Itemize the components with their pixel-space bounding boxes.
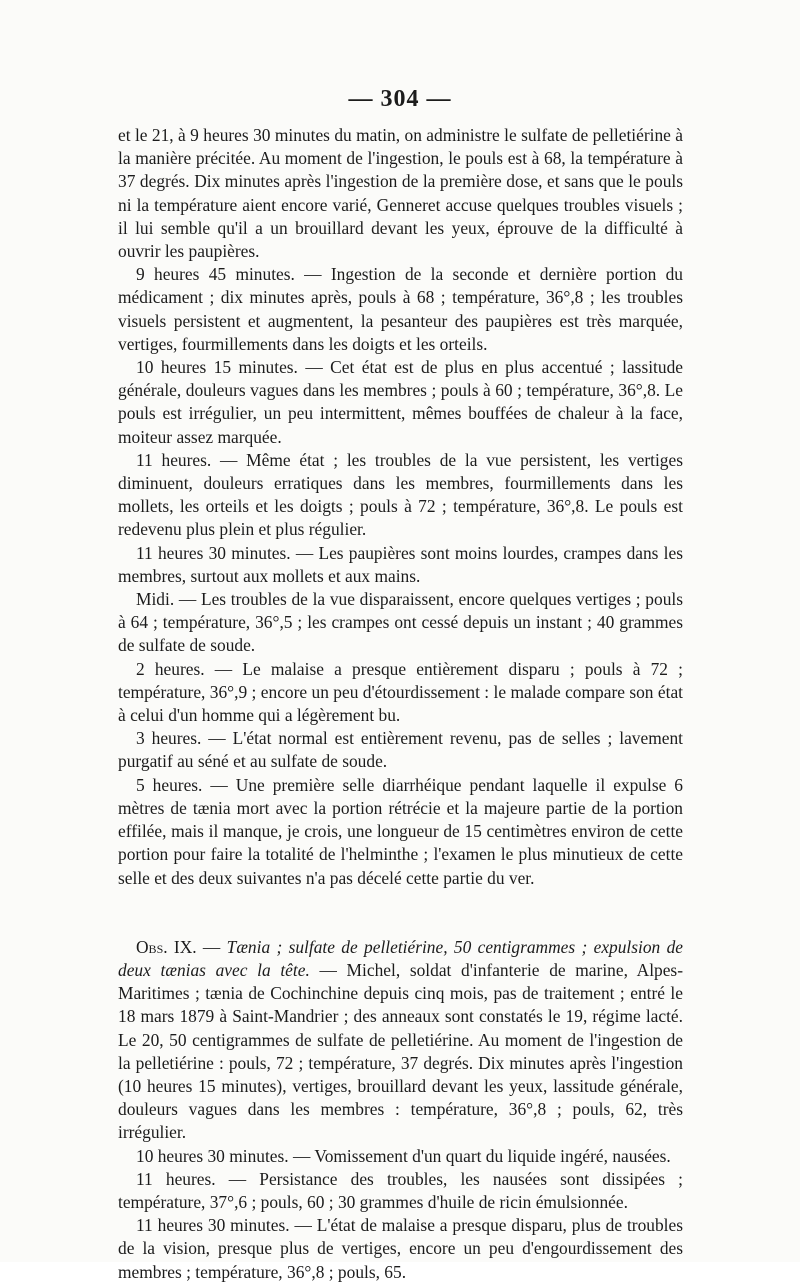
observation-label: Obs. IX. — — [136, 936, 221, 957]
observation-entry-11h30: 11 heures 30 minutes. — L'état de malaise a presque disparu, plus de troubles de la vision, presque plus de vertiges, encore un peu d'engourdissement des membres ; température, 36°,8 ; pouls, 65. — [118, 1215, 683, 1282]
paragraph-continuation: et le 21, à 9 heures 30 minutes du matin, on administre le sulfate de pelletiérine à la manière précitée. Au moment de l'ingestion, le pouls est à 68, la température à 37 degrés. Dix minutes après l'ingestion de la première dose, et sans que le pouls ni la température aient encore varié, Genneret accuse quelques troubles visuels ; il lui semble qu'il a un brouillard devant les yeux, éprouve de la difficulté à ouvrir les paupières. — [118, 125, 683, 262]
paragraph-10h15: 10 heures 15 minutes. — Cet état est de plus en plus accentué ; lassitude générale, douleurs vagues dans les membres ; pouls à 60 ; température, 36°,8. Le pouls est irrégulier, un peu intermittent, mêmes bouffées de chaleur à la face, moiteur assez marquée. — [118, 357, 683, 447]
paragraph-5h: 5 heures. — Une première selle diarrhéique pendant laquelle il expulse 6 mètres de tænia mort avec la portion rétrécie et la majeure partie de la portion effilée, mais il manque, je crois, une longueur de 15 centimètres environ de cette portion pour faire la totalité de l'helminthe ; l'examen le plus minutieux de cette selle et des deux suivantes n'a pas décelé cette partie du ver. — [118, 774, 683, 888]
paragraph-3h: 3 heures. — L'état normal est entièrement revenu, pas de selles ; lavement purgatif au séné et au sulfate de soude. — [118, 728, 683, 772]
observation-intro: — Michel, soldat d'infanterie de marine, Alpes-Maritimes ; tænia de Cochinchine depuis cinq mois, pas de traitement ; entré le 18 mars 1879 à Saint-Mandrier ; des anneaux sont constatés le 19, régime lacté. Le 20, 50 centigrammes de sulfate de pelletiérine. Au moment de l'ingestion de la pelletiérine : pouls, 72 ; température, 37 degrés. Dix minutes après l'ingestion (10 heures 15 minutes), vertiges, brouillard devant les yeux, lassitude générale, douleurs vagues dans les membres : température, 36°,8 ; pouls, 62, très irrégulier. — [118, 959, 683, 1143]
paragraph-2h: 2 heures. — Le malaise a presque entièrement disparu ; pouls à 72 ; température, 36°,9 ; encore un peu d'étourdissement : le malade compare son état à celui d'un homme qui a légèrement bu. — [118, 658, 683, 726]
observation-title: Tænia ; sulfate de pelletiérine, 50 centigrammes ; expulsion de deux tænias avec la tête. — [118, 936, 683, 980]
page-number: — 304 — — [348, 86, 452, 112]
body-text — [118, 124, 683, 1284]
paragraph-11h30: 11 heures 30 minutes. — Les paupières sont moins lourdes, crampes dans les membres, surtout aux mollets et aux mains. — [118, 542, 683, 586]
observation-entry-11h: 11 heures. — Persistance des troubles, les nausées sont dissipées ; température, 37°,6 ; pouls, 60 ; 30 grammes d'huile de ricin émulsionnée. — [118, 1168, 683, 1212]
observation-entry-10h30: 10 heures 30 minutes. — Vomissement d'un quart du liquide ingéré, nausées. — [136, 1145, 671, 1166]
observation-heading — [118, 936, 683, 1145]
paragraph-9h45: 9 heures 45 minutes. — Ingestion de la seconde et dernière portion du médicament ; dix minutes après, pouls à 68 ; température, 36°,8 ; les troubles visuels persistent et augmentent, la pesanteur des paupières est très marquée, vertiges, fourmillements dans les doigts et les orteils. — [118, 264, 683, 354]
paragraph-midi: Midi. — Les troubles de la vue disparaissent, encore quelques vertiges ; pouls à 64 ; température, 36°,5 ; les crampes ont cessé depuis un instant ; 40 grammes de sulfate de soude. — [118, 589, 683, 656]
section-gap — [118, 890, 683, 936]
paragraph-11h: 11 heures. — Même état ; les troubles de la vue persistent, les vertiges diminuent, douleurs erratiques dans les membres, fourmillements dans les mollets, les orteils et les doigts ; pouls à 72 ; température, 36°,8. Le pouls est redevenu plus plein et plus régulier. — [118, 449, 683, 540]
